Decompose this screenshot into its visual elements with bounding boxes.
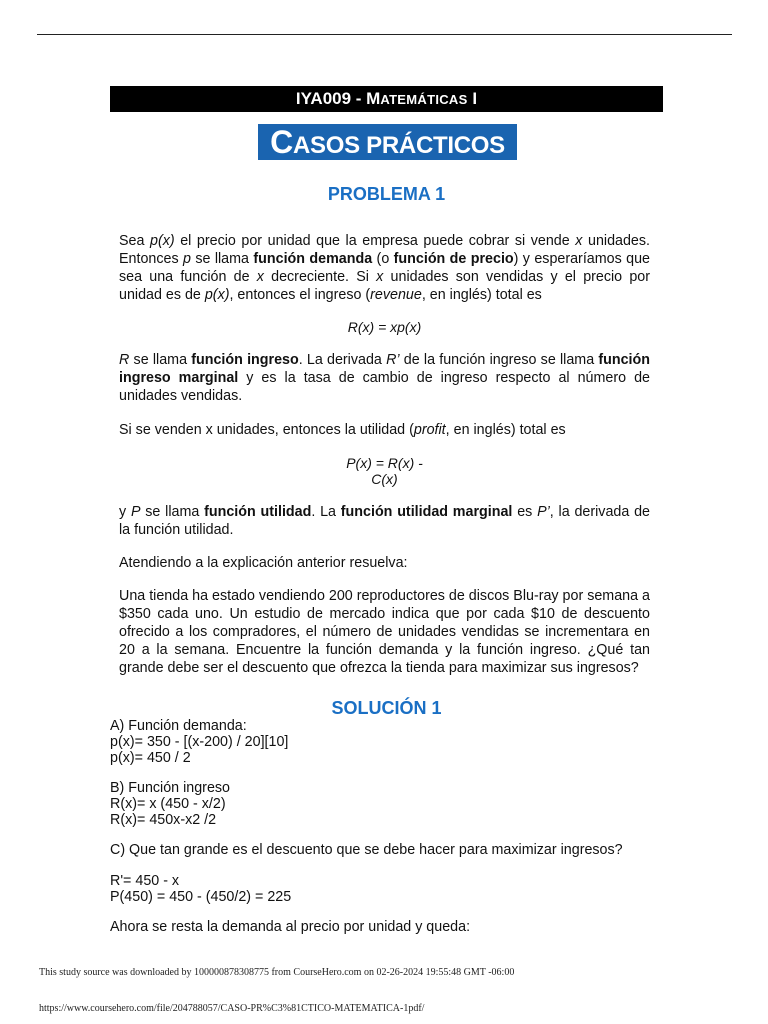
- paragraph-instruction: Atendiendo a la explicación anterior resuelva:: [119, 555, 408, 571]
- solution-a: A) Función demanda: p(x)= 350 - [(x-200) / 20][10] p(x)= 450 / 2: [110, 718, 289, 766]
- solution-b: B) Función ingreso R(x)= x (450 - x/2) R(x)= 450x-x2 /2: [110, 780, 230, 828]
- course-numeral: I: [467, 89, 478, 108]
- solution-heading: SOLUCIÓN 1: [331, 698, 442, 718]
- solution-d: R'= 450 - x P(450) = 450 - (450/2) = 225: [110, 873, 292, 905]
- title-initial: C: [270, 124, 293, 160]
- paragraph-demand: Sea p(x) el precio por unidad que la empresa puede cobrar si vende x unidades. Entonces p se llama función demanda (o función de precio) y esperaríamos que sea una función de x decreciente. Si x unidades son vendidas y el precio por unidad es de p(x), entonces el ingreso (revenue, en inglés) total es: [119, 233, 651, 303]
- top-rule: [37, 34, 732, 35]
- source-url[interactable]: https://www.coursehero.com/file/204788057/CASO-PR%C3%81CTICO-MATEMATICA-1pdf/: [39, 1003, 425, 1014]
- course-code: IYA009 - M: [295, 89, 381, 108]
- paragraph-profit: Si se venden x unidades, entonces la utilidad (profit, en inglés) total es: [119, 422, 566, 438]
- solution-e: Ahora se resta la demanda al precio por unidad y queda:: [110, 919, 471, 935]
- problem-heading: PROBLEMA 1: [327, 184, 446, 204]
- paragraph-revenue: R se llama función ingreso. La derivada R’ de la función ingreso se llama función ingreso marginal y es la tasa de cambio de ingreso respecto al número de unidades vendidas.: [119, 352, 650, 404]
- paragraph-utility: y P se llama función utilidad. La función utilidad marginal es P’, la derivada de la función utilidad.: [119, 504, 650, 538]
- download-notice: This study source was downloaded by 100000878308775 from CourseHero.com on 02-26-2024 19:55:48 GMT -06:00: [39, 967, 515, 978]
- page-title: [258, 124, 517, 160]
- course-header-bar: [110, 86, 663, 112]
- equation-profit: P(x) = R(x) - C(x): [346, 455, 423, 487]
- solution-c: C) Que tan grande es el descuento que se debe hacer para maximizar ingresos?: [110, 842, 623, 858]
- course-subject: ATEMÁTICAS: [380, 92, 468, 107]
- title-rest: ASOS PRÁCTICOS: [292, 132, 505, 159]
- equation-revenue: R(x) = xp(x): [347, 319, 422, 335]
- paragraph-problem-statement: Una tienda ha estado vendiendo 200 reproductores de discos Blu-ray por semana a $350 cada uno. Un estudio de mercado indica que por cada $10 de descuento ofrecido a los compradores, el número de unidades vendidas se incrementara en 20 a la semana. Encuentre la función demanda y la función ingreso. ¿Qué tan grande debe ser el descuento que ofrezca la tienda para maximizar sus ingresos?: [119, 588, 650, 676]
